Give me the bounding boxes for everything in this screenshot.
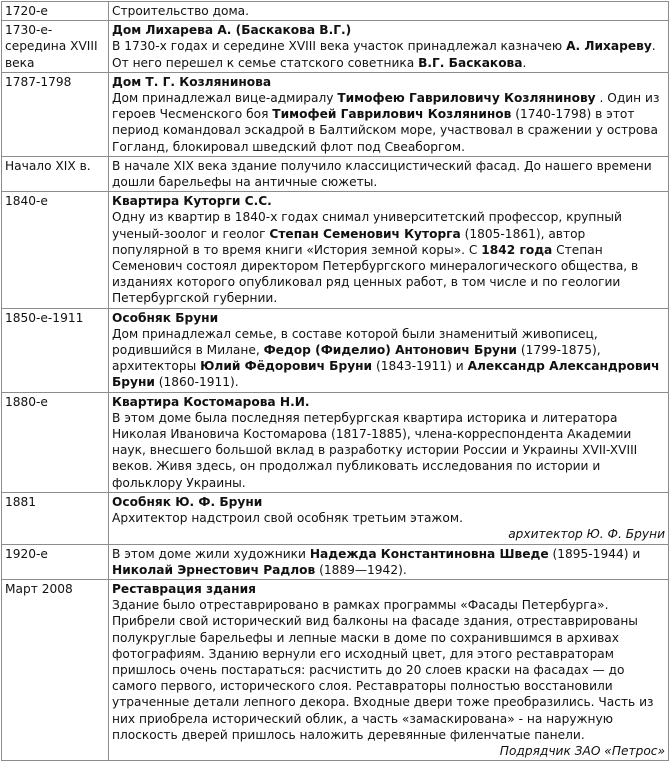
- text-segment: Дом принадлежал вице-адмиралу: [112, 91, 338, 106]
- entry-title: Реставрация здания: [112, 581, 256, 596]
- entry-text: [112, 3, 665, 19]
- text-segment: .: [522, 55, 527, 70]
- table-row: [2, 544, 669, 579]
- table-row: [2, 21, 669, 73]
- description-cell: [109, 579, 669, 760]
- text-segment: В этом доме жили художники: [112, 546, 310, 561]
- description-cell: [109, 308, 669, 392]
- text-segment: Одну из квартир в 1840-х годах снимал университетский профессор, крупный ученый-зоолог и геолог: [112, 210, 622, 241]
- description-cell: [109, 21, 669, 73]
- text-segment: (1799-1875), архитекторы: [112, 343, 601, 374]
- text-segment: (1740-1798) в этот период командовал эскадрой в Балтийском море, участвовал в сражении у острова Гогланд, блокировал шведский флот под Свеаборгом.: [112, 107, 658, 154]
- history-table: [1, 1, 669, 761]
- table-row: [2, 579, 669, 760]
- entry-title: Дом Лихарева А. (Баскакова В.Г.): [112, 23, 352, 38]
- period-cell: 1880-е: [2, 392, 109, 492]
- table-row: [2, 72, 669, 156]
- text-segment: В этом доме была последняя петербургская квартира историка и литератора Николая Ивановича Костомарова (1817-1885), члена-корреспондента Академии наук, внесшего большой вклад в разработку истории России и Украины XVII-XVIII веков. Живя здесь, он продолжал публиковать исследования по истории и фольклору Украины.: [112, 410, 638, 490]
- highlighted-name: Надежда Константиновна Шведе: [309, 546, 549, 561]
- entry-title: Квартира Куторги С.С.: [112, 194, 272, 209]
- text-segment: Архитектор надстроил свой особняк третьим этажом.: [112, 511, 463, 526]
- text-segment: . Один из героев Чесменского боя: [112, 91, 660, 122]
- period-cell: Март 2008: [2, 579, 109, 760]
- text-segment: Строительство дома.: [112, 4, 250, 18]
- table-row: [2, 492, 669, 544]
- credit-line: Подрядчик ЗАО «Петрос»: [499, 743, 665, 758]
- entry-text: [112, 90, 665, 155]
- table-row: [2, 2, 669, 21]
- entry-title: Особняк Ю. Ф. Бруни: [112, 494, 263, 509]
- entry-text: [112, 597, 665, 743]
- description-cell: [109, 156, 669, 191]
- highlighted-name: Тимофею Гавриловичу Козлянинову: [337, 91, 596, 106]
- highlighted-name: Федор (Фиделио) Антонович Бруни: [263, 343, 517, 358]
- period-cell: 1881: [2, 492, 109, 544]
- text-segment: Степан Семенович состоял директором Петербургского минералогического общества, в изданиях которого опубликовал ряд ценных работ, в том числе и по геологии Петербургской губернии.: [112, 242, 639, 306]
- table-row: [2, 392, 669, 492]
- entry-text: [112, 38, 665, 70]
- highlighted-name: Николай Эрнестович Радлов: [112, 562, 316, 577]
- highlighted-name: А. Лихареву: [566, 39, 652, 54]
- text-segment: . От него перешел к семье статского советника: [112, 39, 656, 70]
- table-row: [2, 156, 669, 191]
- period-cell: 1920-е: [2, 544, 109, 579]
- entry-text: [112, 326, 665, 391]
- history-table-body: [2, 2, 669, 761]
- highlighted-name: Тимофей Гаврилович Козлянинов: [272, 107, 512, 122]
- text-segment: (1860-1911).: [154, 375, 239, 390]
- text-segment: В 1730-х годах и середине XVIII века участок принадлежал казначею: [112, 39, 567, 54]
- description-cell: [109, 72, 669, 156]
- entry-text: [112, 510, 665, 526]
- period-cell: Начало XIX в.: [2, 156, 109, 191]
- highlighted-name: Александр Александрович Бруни: [112, 359, 660, 390]
- period-cell: 1730-е-середина XVIII века: [2, 21, 109, 73]
- text-segment: (1805-1861), автор популярной в то время книги «История земной коры». С: [112, 226, 586, 257]
- entry-text: [112, 546, 665, 578]
- period-cell: 1840-е: [2, 192, 109, 308]
- period-cell: 1787-1798: [2, 72, 109, 156]
- table-row: [2, 308, 669, 392]
- text-segment: Здание было отреставрировано в рамках программы «Фасады Петербурга». Прибрели свой исторический вид балконы на фасаде здания, отреставрированы полукруглые барельефы и лепные маски в доме по сохранившимся в архивах фотографиям. Зданию вернули его исходный цвет, для этого реставраторам пришлось очень постараться: расчистить до 20 слоев краски на фасадах — до самого первого, исторического слоя. Реставраторы полностью восстановили утраченные детали лепного декора. Входные двери тоже преобразились. Часть из них приобрела исторический облик, а часть «замаскирована» - на наружную плоскость дверей пришлось наложить деревянные филенчатые панели.: [112, 598, 654, 742]
- description-cell: [109, 544, 669, 579]
- highlighted-name: В.Г. Баскакова: [418, 55, 523, 70]
- description-cell: [109, 192, 669, 308]
- period-cell: 1850-е-1911: [2, 308, 109, 392]
- credit-line: архитектор Ю. Ф. Бруни: [508, 527, 665, 542]
- entry-text: [112, 209, 665, 306]
- table-row: [2, 192, 669, 308]
- period-cell: 1720-е: [2, 2, 109, 21]
- highlighted-name: Степан Семенович Куторга: [269, 226, 461, 241]
- text-segment: (1895-1944) и: [548, 546, 641, 561]
- text-segment: Дом принадлежал семье, в составе которой были знаменитый живописец, родившийся в Милане,: [112, 326, 598, 358]
- text-segment: (1889—1942).: [315, 562, 407, 577]
- description-cell: [109, 392, 669, 492]
- entry-title: Дом Т. Г. Козлянинова: [112, 74, 272, 89]
- highlighted-name: 1842 года: [481, 242, 553, 257]
- text-segment: В начале XIX века здание получило классицистический фасад. До нашего времени дошли барельефы на античные сюжеты.: [112, 158, 652, 190]
- entry-text: [112, 410, 665, 491]
- entry-text: [112, 158, 665, 190]
- entry-title: Особняк Бруни: [112, 310, 219, 325]
- text-segment: (1843-1911) и: [372, 359, 468, 374]
- entry-title: Квартира Костомарова Н.И.: [112, 394, 310, 409]
- description-cell: [109, 492, 669, 544]
- description-cell: [109, 2, 669, 21]
- highlighted-name: Юлий Фёдорович Бруни: [200, 359, 373, 374]
